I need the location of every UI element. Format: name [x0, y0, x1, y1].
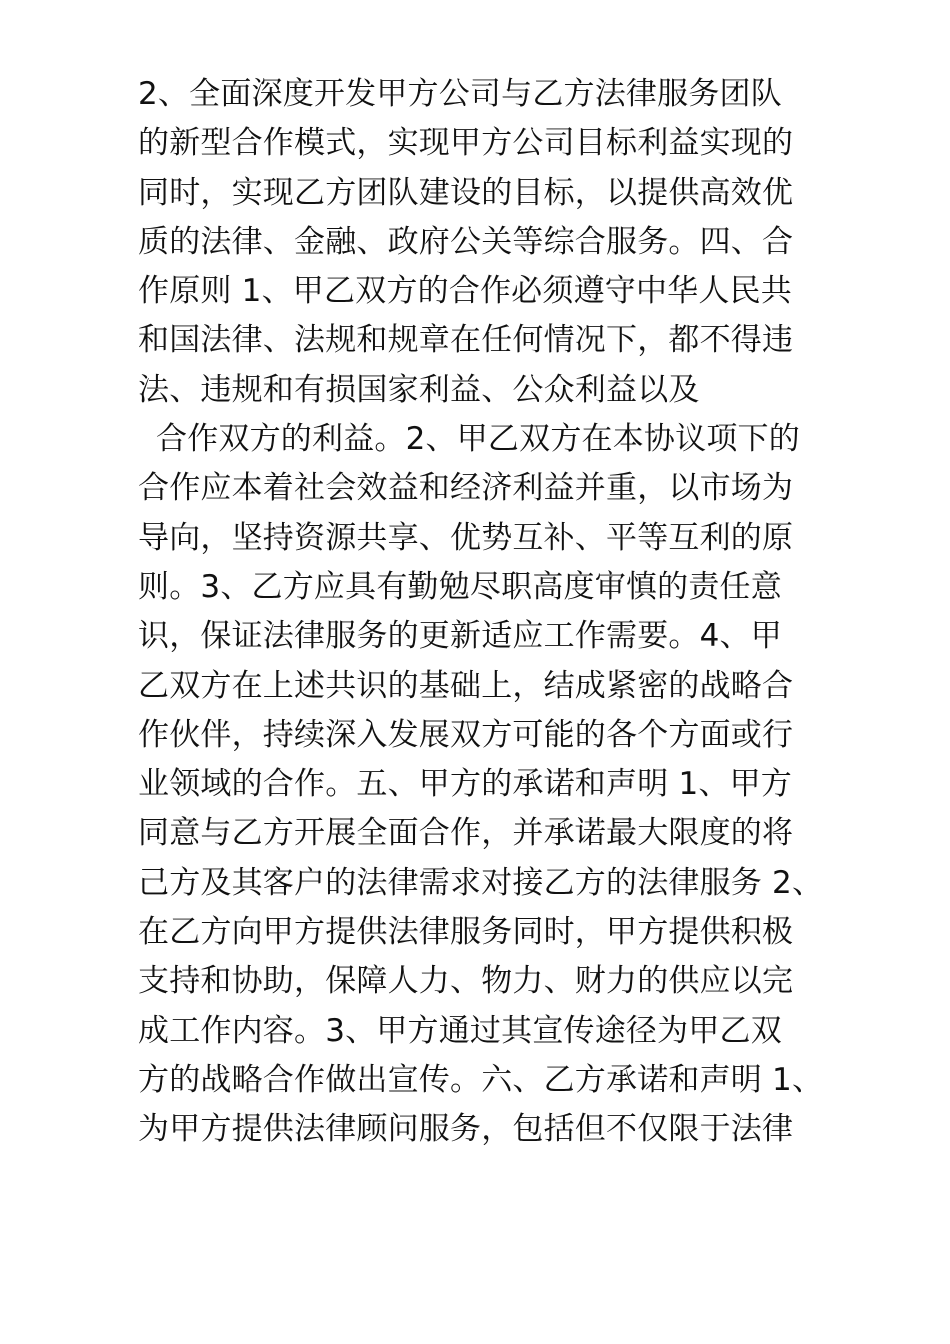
text-line: 方的战略合作做出宣传。六、乙方承诺和声明 1、	[138, 1061, 824, 1098]
text-line: 法、违规和有损国家利益、公众利益以及	[138, 371, 700, 408]
text-line: 合作双方的利益。2、甲乙双方在本协议项下的	[156, 421, 800, 458]
text-line: 同时，实现乙方团队建设的目标，以提供高效优	[138, 174, 794, 211]
text-line: 同意与乙方开展全面合作，并承诺最大限度的将	[138, 815, 794, 852]
text-line: 在乙方向甲方提供法律服务同时，甲方提供积极	[138, 914, 794, 951]
text-line: 作伙伴，持续深入发展双方可能的各个方面或行	[138, 716, 794, 753]
text-line: 识，保证法律服务的更新适应工作需要。4、甲	[138, 618, 782, 655]
text-line: 作原则 1、甲乙双方的合作必须遵守中华人民共	[138, 273, 792, 310]
text-line: 成工作内容。3、甲方通过其宣传途径为甲乙双	[138, 1012, 782, 1049]
text-line: 为甲方提供法律顾问服务，包括但不仅限于法律	[138, 1111, 794, 1148]
text-line: 支持和协助，保障人力、物力、财力的供应以完	[138, 963, 794, 1000]
body-text	[138, 70, 838, 1155]
text-line: 己方及其客户的法律需求对接乙方的法律服务 2、	[138, 864, 824, 901]
text-line: 则。3、乙方应具有勤勉尽职高度审慎的责任意	[138, 568, 782, 605]
text-line: 乙双方在上述共识的基础上，结成紧密的战略合	[138, 667, 794, 704]
text-line: 和国法律、法规和规章在任何情况下，都不得违	[138, 322, 794, 359]
text-line: 合作应本着社会效益和经济利益并重，以市场为	[138, 470, 794, 507]
text-line: 业领域的合作。五、甲方的承诺和声明 1、甲方	[138, 766, 792, 803]
text-line: 的新型合作模式，实现甲方公司目标利益实现的	[138, 125, 794, 162]
text-line: 导向，坚持资源共享、优势互补、平等互利的原	[138, 519, 794, 556]
text-line: 质的法律、金融、政府公关等综合服务。四、合	[138, 223, 794, 260]
text-line: 2、全面深度开发甲方公司与乙方法律服务团队	[138, 76, 782, 112]
